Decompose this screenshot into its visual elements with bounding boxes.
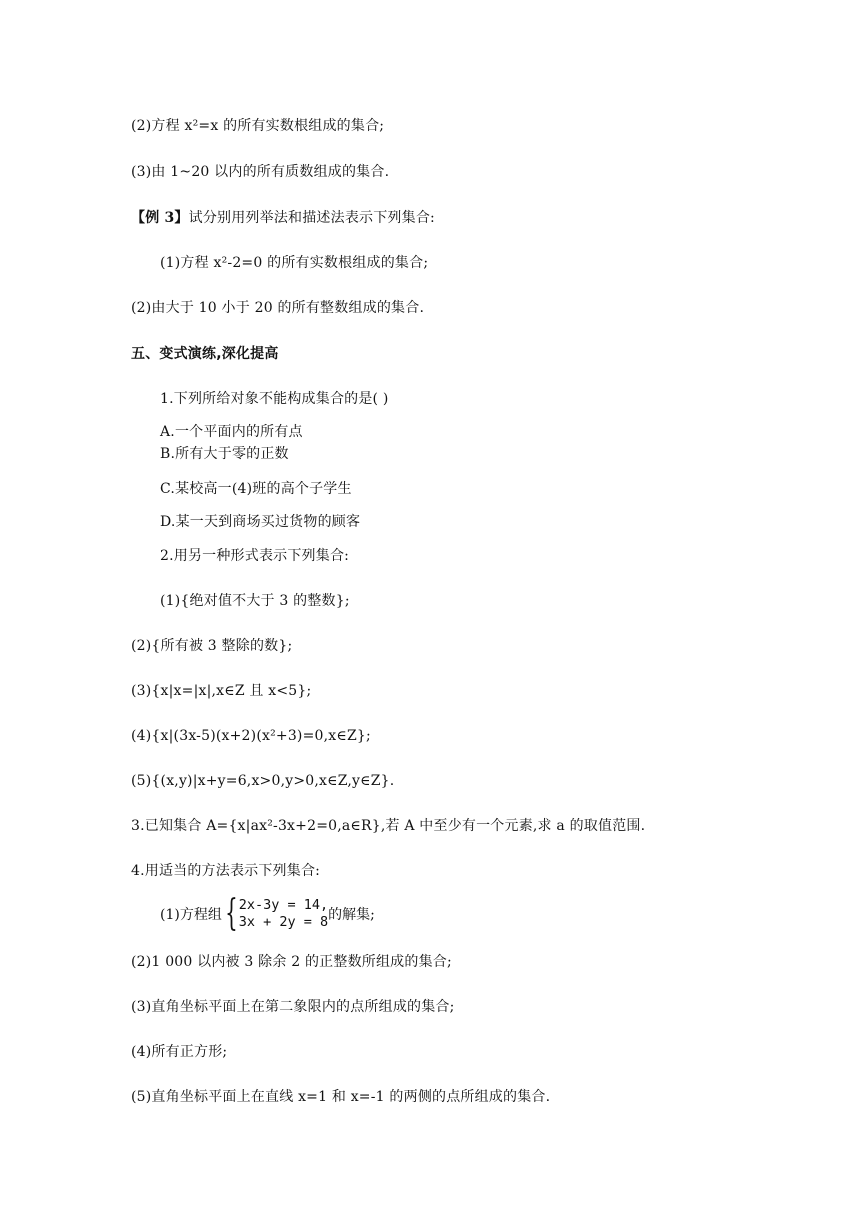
question-4: 4.用适当的方法表示下列集合:	[131, 863, 321, 879]
question-2-item-1: (1){绝对值不大于 3 的整数};	[160, 593, 350, 609]
question-4-item-2: (2)1 000 以内被 3 除余 2 的正整数所组成的集合;	[131, 954, 452, 970]
equation-system	[239, 897, 328, 931]
question-2-item-4: (4){x|(3x-5)(x+2)(x²+3)=0,x∈Z};	[131, 728, 371, 744]
equation-system-prefix: (1)方程组	[160, 907, 222, 923]
question-1-option-c: C.某校高一(4)班的高个子学生	[160, 481, 352, 497]
question-4-item-1	[160, 895, 375, 933]
example-3-text: 试分别用列举法和描述法表示下列集合:	[188, 210, 435, 226]
question-4-item-4: (4)所有正方形;	[131, 1044, 228, 1060]
question-4-item-3: (3)直角坐标平面上在第二象限内的点所组成的集合;	[131, 999, 455, 1015]
example-3-label: 【例 3】	[131, 210, 189, 226]
example-3-heading	[131, 208, 435, 228]
question-2-item-3: (3){x|x=|x|,x∈Z 且 x<5};	[131, 683, 312, 699]
question-4-item-5: (5)直角坐标平面上在直线 x=1 和 x=-1 的两侧的点所组成的集合.	[131, 1089, 551, 1105]
question-1-option-a: A.一个平面内的所有点	[160, 424, 303, 440]
example-3-item-2: (2)由大于 10 小于 20 的所有整数组成的集合.	[131, 300, 425, 316]
item-2-equation-roots: (2)方程 x²=x 的所有实数根组成的集合;	[131, 118, 385, 134]
example-3-item-1: (1)方程 x²-2=0 的所有实数根组成的集合;	[160, 255, 429, 271]
question-3: 3.已知集合 A={x|ax²-3x+2=0,a∈R},若 A 中至少有一个元素,求 a 的取值范围.	[131, 818, 646, 834]
equation-system-suffix: 的解集;	[328, 907, 375, 923]
question-1-option-d: D.某一天到商场买过货物的顾客	[160, 514, 361, 530]
question-1: 1.下列所给对象不能构成集合的是( )	[160, 391, 389, 407]
question-1-option-b: B.所有大于零的正数	[160, 446, 289, 462]
section-5-heading: 五、变式演练,深化提高	[131, 346, 279, 362]
equation-1: 2x-3y = 14,	[238, 897, 329, 913]
equation-2: 3x + 2y = 8	[238, 914, 329, 930]
question-2: 2.用另一种形式表示下列集合:	[160, 548, 350, 564]
question-2-item-2: (2){所有被 3 整除的数};	[131, 638, 293, 654]
question-2-item-5: (5){(x,y)|x+y=6,x>0,y>0,x∈Z,y∈Z}.	[131, 773, 395, 789]
left-brace-icon: {	[224, 893, 238, 934]
item-3-primes: (3)由 1~20 以内的所有质数组成的集合.	[131, 164, 390, 180]
